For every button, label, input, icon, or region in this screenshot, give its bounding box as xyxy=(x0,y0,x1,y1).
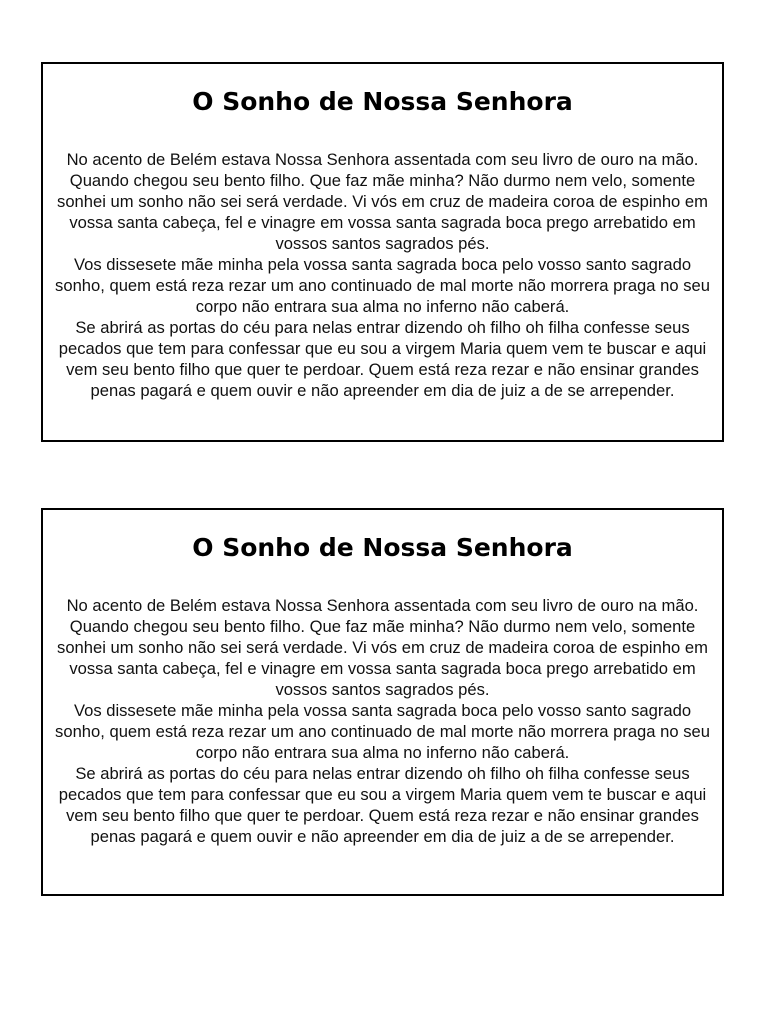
paragraph-3: Se abrirá as portas do céu para nelas entrar dizendo oh filho oh filha confesse seus pecados que tem para confessar que eu sou a virgem Maria quem vem te buscar e aqui vem seu bento filho que quer te perdoar. Quem está reza rezar e não ensinar grandes penas pagará e quem ouvir e não apreender em dia de juiz a de se arrepender. xyxy=(58,318,707,400)
card-body xyxy=(49,149,716,401)
card-body xyxy=(49,595,716,847)
paragraph-2: Vos dissesete mãe minha pela vossa santa sagrada boca pelo vosso santo sagrado sonho, quem está reza rezar um ano continuado de mal morte não morrera praga no seu corpo não entrara sua alma no inferno não caberá. xyxy=(55,701,710,762)
prayer-card-1 xyxy=(41,62,724,442)
card-title: O Sonho de Nossa Senhora xyxy=(192,87,573,116)
paragraph-1: No acento de Belém estava Nossa Senhora assentada com seu livro de ouro na mão. Quando chegou seu bento filho. Que faz mãe minha? Não durmo nem velo, somente sonhei um sonho não sei será verdade. Vi vós em cruz de madeira coroa de espinho em vossa santa cabeça, fel e vinagre em vossa santa sagrada boca prego arrebatido em vossos santos sagrados pés. xyxy=(57,150,708,253)
prayer-card-2 xyxy=(41,508,724,896)
paragraph-3: Se abrirá as portas do céu para nelas entrar dizendo oh filho oh filha confesse seus pecados que tem para confessar que eu sou a virgem Maria quem vem te buscar e aqui vem seu bento filho que quer te perdoar. Quem está reza rezar e não ensinar grandes penas pagará e quem ouvir e não apreender em dia de juiz a de se arrepender. xyxy=(58,764,707,846)
card-title: O Sonho de Nossa Senhora xyxy=(192,533,573,562)
paragraph-1: No acento de Belém estava Nossa Senhora assentada com seu livro de ouro na mão. Quando chegou seu bento filho. Que faz mãe minha? Não durmo nem velo, somente sonhei um sonho não sei será verdade. Vi vós em cruz de madeira coroa de espinho em vossa santa cabeça, fel e vinagre em vossa santa sagrada boca prego arrebatido em vossos santos sagrados pés. xyxy=(57,596,708,699)
paragraph-2: Vos dissesete mãe minha pela vossa santa sagrada boca pelo vosso santo sagrado sonho, quem está reza rezar um ano continuado de mal morte não morrera praga no seu corpo não entrara sua alma no inferno não caberá. xyxy=(55,255,710,316)
